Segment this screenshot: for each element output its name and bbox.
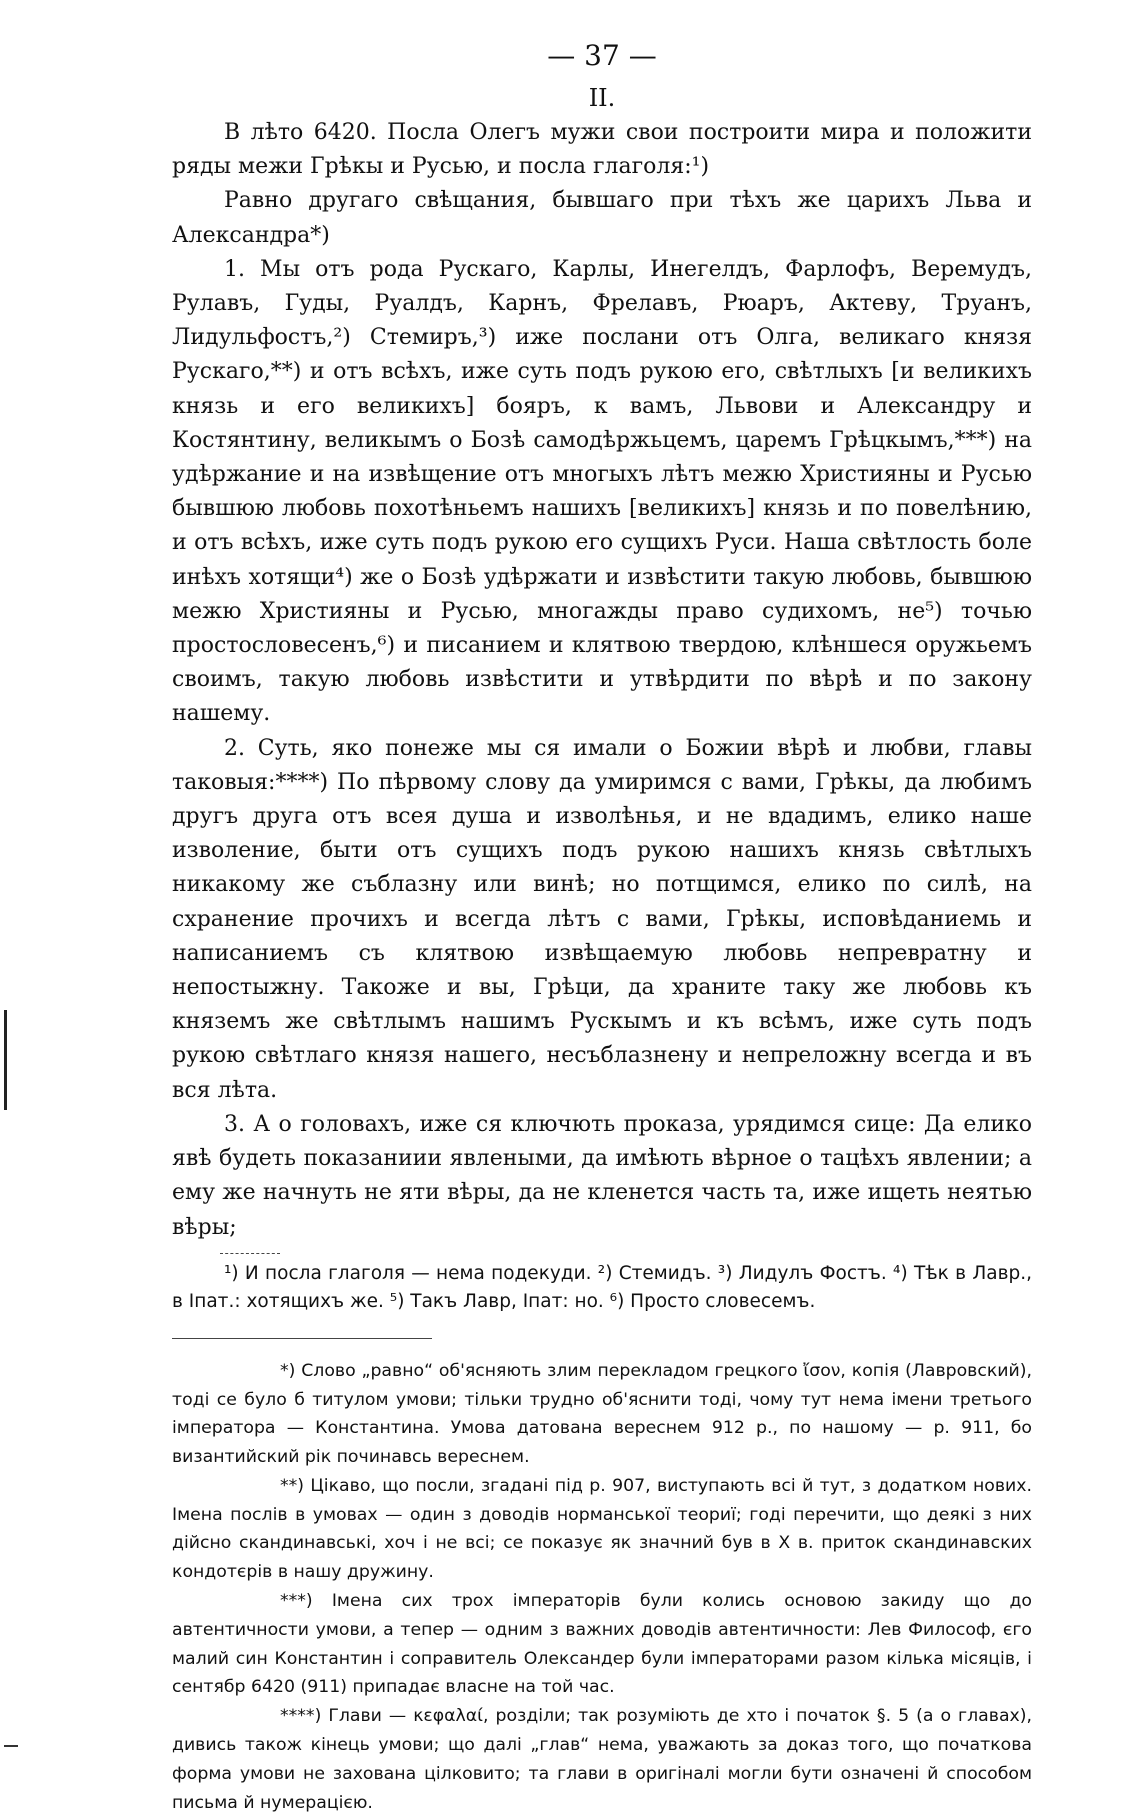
variant-notes-text: ¹) И посла глаголя — нема подекуди. ²) Стемидъ. ³) Лидулъ Фостъ. ⁴) Тѣк в Лавр., в Іпат.: хотящихъ же. ⁵) Такъ Лавр, Іпат: но. ⁶) Просто словесемъ.	[172, 1262, 1032, 1312]
page-number: — 37 —	[547, 39, 657, 72]
margin-tick	[4, 1745, 18, 1747]
footnotes	[172, 1357, 1032, 1817]
footnotes-divider	[172, 1338, 432, 1339]
paragraph-article-1: 1. Мы отъ рода Рускаго, Карлы, Инегелдъ, Фарлофъ, Веремудъ, Рулавъ, Гуды, Руалдъ, Карнъ, Фрелавъ, Рюаръ, Актеву, Труанъ, Лидульфостъ,²) Стемиръ,³) иже послани отъ Олга, великаго князя Рускаго,**) и отъ всѣхъ, иже суть подъ рукою его, свѣтлыхъ [и великихъ князь и его великихъ] бояръ, к вамъ, Львови и Александру и Костянтину, великымъ о Бозѣ самодѣржьцемъ, царемъ Грѣцкымъ,***) на удѣржание и на извѣщение отъ многыхъ лѣтъ межю Християны и Русью бывшюю любовь похотѣньемъ нашихъ [великихъ] князь и по повелѣнию, и отъ всѣхъ, иже суть подъ рукою его сущихъ Руси. Наша свѣтлость боле инѣхъ хотящи⁴) же о Бозѣ удѣржати и извѣстити такую любовь, бывшюю межю Християны и Русью, многажды право судихомъ, не⁵) точью простословесенъ,⁶) и писанием и клятвою твердою, клѣншеся оружьемъ своимъ, такую любовь извѣстити и утвѣрдити по вѣрѣ и по закону нашему.	[172, 256, 1032, 727]
variant-notes	[172, 1260, 1032, 1316]
section-heading: II.	[588, 84, 616, 112]
paragraph-article-3: 3. А о головахъ, иже ся ключють проказа, урядимся сице: Да елико явѣ будеть показаниии явлеными, да имѣють вѣрное о тацѣхъ явлении; а ему же начнуть не яти вѣры, да не кленется часть та, иже ищеть неятью вѣры;	[172, 1111, 1032, 1240]
book-page	[172, 36, 1032, 1817]
variant-notes-divider	[220, 1253, 280, 1254]
footnote-1: *) Слово „равно“ об'ясняють злим перекладом грецкого ἴσον, копія (Лавровский), тоді се було б титулом умови; тільки трудно об'яснити тоді, чому тут нема імени третього імператора — Константина. Умова датована вереснем 912 р., по нашому — р. 911, бо византийский рік починавсь вереснем.	[172, 1360, 1032, 1468]
paragraph-variant: Равно другаго свѣщания, бывшаго при тѣхъ же царихъ Льва и Александра*)	[172, 188, 1032, 248]
footnote-3: ***) Імена сих трох імператорів були колись основою закиду що до автентичности умови, а тепер — одним з важних доводів автентичности: Лев Философ, єго малий син Константин і соправитель Олександер були імператорами разом кілька місяців, і сентябр 6420 (911) припадає власне на той час.	[172, 1591, 1032, 1698]
main-text	[172, 116, 1032, 1245]
footnote-2: **) Цікаво, що посли, згадані під р. 907, виступають всі й тут, з додатком нових. Імена послів в умовах — один з доводів норманської теориї; годі перечити, що деякі з них дійсно скандинавські, хоч і не всі; се показує як значний був в X в. приток скандинавских кондотєрів в нашу дружину.	[172, 1475, 1032, 1583]
paragraph-intro: В лѣто 6420. Посла Олегъ мужи свои построити мира и положити ряды межи Грѣкы и Русью, и посла глаголя:¹)	[172, 120, 1032, 180]
margin-mark	[4, 1010, 7, 1110]
footnote-4: ****) Глави — κεφαλαί, розділи; так розуміють де хто і початок §. 5 (а о главах), дивись також кінець умови; що далі „глав“ нема, уважають за доказ того, що початкова форма умови не захована цілковито; та глави в оригіналі могли бути означені й способом письма й нумерацією.	[172, 1706, 1032, 1813]
paragraph-article-2: 2. Суть, яко понеже мы ся имали о Божии вѣрѣ и любви, главы таковыя:****) По пѣрвому слову да умиримся с вами, Грѣкы, да любимъ другъ друга отъ всея душа и изволѣнья, и не вдадимъ, елико наше изволение, быти отъ сущихъ подъ рукою нашихъ князь свѣтлыхъ никакому же съблазну или винѣ; но потщимся, елико по силѣ, на схранение прочихъ и всегда лѣтъ с вами, Грѣкы, исповѣданиемь и написаниемъ съ клятвою извѣщаемую любовь непревратну и непостыжну. Такоже и вы, Грѣци, да храните таку же любовь къ княземъ же свѣтлымъ нашимъ Рускымъ и къ всѣмъ, иже суть подъ рукою свѣтлаго князя нашего, несъблазнену и непреложну всегда и въ вся лѣта.	[172, 735, 1032, 1103]
